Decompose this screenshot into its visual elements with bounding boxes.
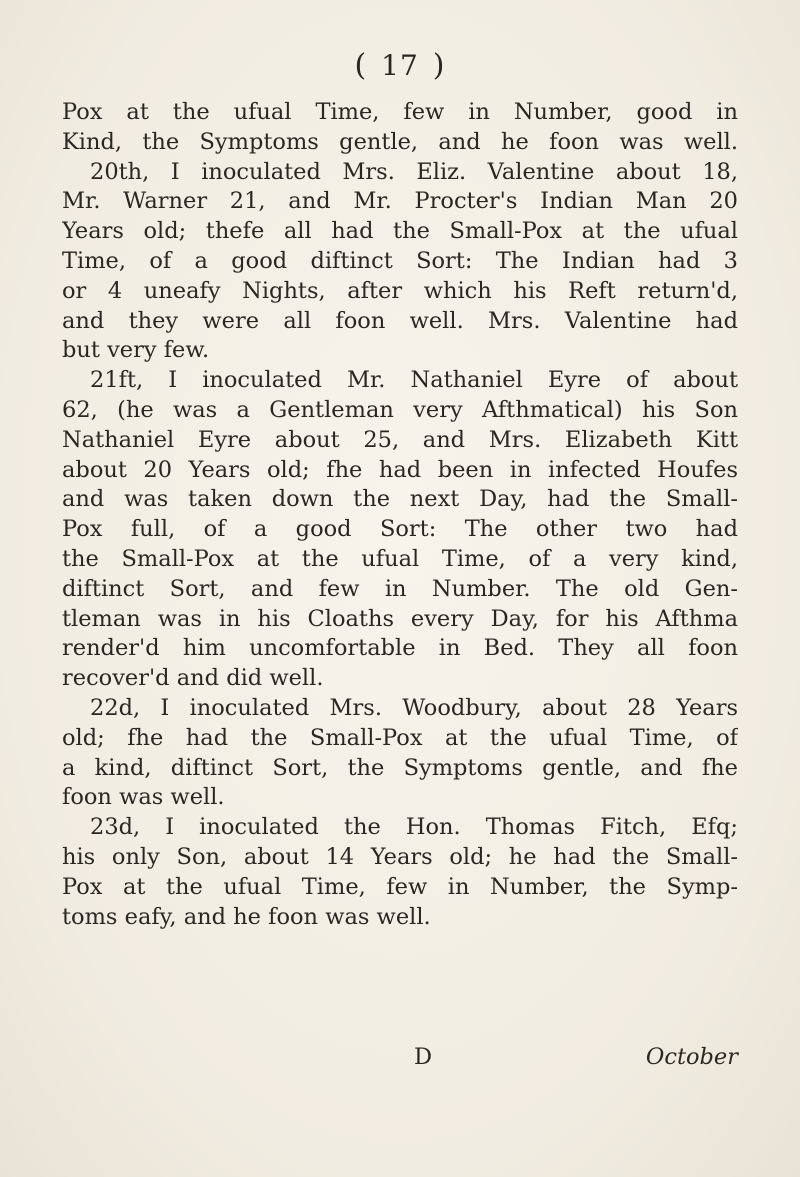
text-line: 23d, I inoculated the Hon. Thomas Fitch, Efq; [90, 814, 738, 841]
header-close-paren: ) [432, 48, 446, 83]
text-line: about 20 Years old; fhe had been in infected Houfes [62, 456, 738, 483]
text-line: Time, of a good diftinct Sort: The Indian had 3 [62, 247, 738, 274]
text-line: Kind, the Symptoms gentle, and he foon was well. [62, 128, 738, 155]
text-line: 21ft, I inoculated Mr. Nathaniel Eyre of about [90, 367, 738, 394]
page-number: 17 [381, 49, 419, 82]
text-line: Years old; thefe all had the Small-Pox at the ufual [62, 218, 738, 245]
catchword: October [645, 1044, 738, 1070]
text-line: recover'd and did well. [62, 665, 324, 692]
body-text [62, 98, 738, 932]
text-line: diftinct Sort, and few in Number. The old Gen- [62, 575, 738, 602]
text-line: 20th, I inoculated Mrs. Eliz. Valentine about 18, [90, 158, 738, 185]
text-line: his only Son, about 14 Years old; he had the Small- [62, 843, 738, 870]
text-line: old; fhe had the Small-Pox at the ufual Time, of [62, 724, 738, 751]
text-line: the Small-Pox at the ufual Time, of a very kind, [62, 545, 738, 572]
text-line: 22d, I inoculated Mrs. Woodbury, about 28 Years [90, 694, 738, 721]
header-open-paren: ( [354, 48, 368, 83]
text-line: tleman was in his Cloaths every Day, for his Afthma [62, 605, 738, 632]
text-line: Pox full, of a good Sort: The other two had [62, 516, 738, 543]
page-header [0, 48, 800, 83]
text-line: and was taken down the next Day, had the Small- [62, 486, 738, 513]
text-line: 62, (he was a Gentleman very Afthmatical) his Son [62, 396, 738, 423]
signature-mark: D [414, 1044, 433, 1070]
text-line: Pox at the ufual Time, few in Number, good in [62, 99, 738, 125]
text-line: Pox at the ufual Time, few in Number, the Symp- [62, 873, 738, 900]
text-line: foon was well. [62, 784, 225, 811]
text-line: toms eafy, and he foon was well. [62, 903, 431, 930]
page-footer [62, 1044, 738, 1074]
text-line: Mr. Warner 21, and Mr. Procter's Indian Man 20 [62, 188, 738, 215]
text-line: but very few. [62, 337, 210, 364]
text-line: Nathaniel Eyre about 25, and Mrs. Elizabeth Kitt [62, 426, 738, 453]
text-line: or 4 uneafy Nights, after which his Reft return'd, [62, 277, 738, 304]
text-line: render'd him uncomfortable in Bed. They all foon [62, 635, 738, 662]
text-line: and they were all foon well. Mrs. Valentine had [62, 307, 738, 334]
text-line: a kind, diftinct Sort, the Symptoms gentle, and fhe [62, 754, 738, 781]
